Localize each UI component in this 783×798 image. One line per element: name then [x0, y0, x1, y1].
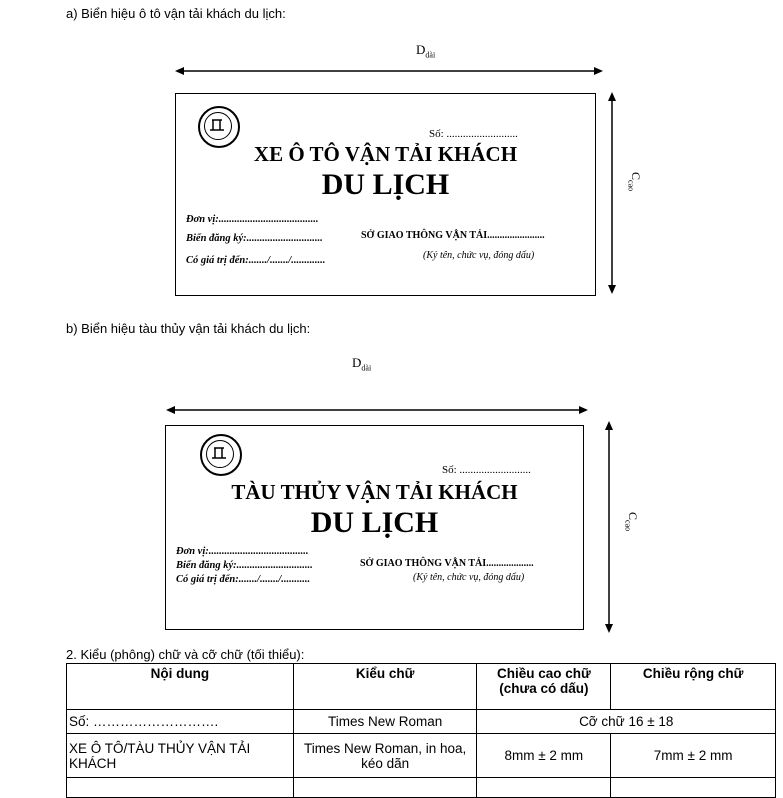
sign-b-so-gtvt: SỞ GIAO THÔNG VẬN TẢI...................	[360, 558, 534, 569]
sign-a-don-vi: Đơn vị:......................................	[186, 214, 319, 225]
cell-noi-dung: XE Ô TÔ/TÀU THỦY VẬN TẢI KHÁCH	[67, 734, 294, 778]
sign-a-du-lich: DU LỊCH	[321, 168, 450, 201]
sign-b-ky-ten: (Ký tên, chức vụ, đóng dấu)	[413, 572, 525, 583]
header-chieu-cao: Chiều cao chữ (chưa có dấu)	[477, 664, 611, 710]
caption-a: a) Biển hiệu ô tô vận tải khách du lịch:	[66, 6, 286, 21]
sign-a-so-gtvt: SỞ GIAO THÔNG VẬN TẢI.......................	[361, 230, 545, 241]
width-dimension-label-a	[416, 42, 435, 60]
width-arrow-a	[175, 64, 603, 78]
dim-sub: dài	[425, 50, 436, 60]
sign-a-co-gia-tri: Có giá trị đến:......./......./.............	[186, 255, 326, 266]
dim-main: D	[416, 42, 426, 57]
sign-b-boat	[165, 425, 584, 630]
sign-b-don-vi: Đơn vị:......................................	[176, 546, 309, 557]
caption-b: b) Biển hiệu tàu thủy vận tải khách du lịch:	[66, 321, 311, 336]
sign-b-so: Số: ..........................	[442, 464, 531, 476]
sign-b-bien-dang-ky: Biển đăng ký:.............................	[176, 560, 313, 571]
sign-a-title: XE Ô TÔ VẬN TẢI KHÁCH	[253, 142, 518, 166]
cell-co-chu: Cỡ chữ 16 ± 18	[477, 710, 776, 734]
sign-b-co-gia-tri: Có giá trị đến:......./......./...........	[176, 574, 311, 585]
height-dimension-label-b: $C_{cao}$	[623, 512, 640, 532]
sign-a-bus	[175, 93, 596, 296]
sign-a-ky-ten: (Ký tên, chức vụ, đóng dấu)	[423, 250, 535, 261]
sign-a-bien-dang-ky: Biển đăng ký:.............................	[186, 233, 323, 244]
sign-a-so: Số: ..........................	[429, 128, 518, 140]
cell-noi-dung: Số: ……………………….	[67, 710, 294, 734]
table-row	[67, 710, 776, 734]
width-arrow-b	[166, 403, 588, 417]
header-noi-dung: Nội dung	[67, 664, 294, 710]
sign-b-title: TÀU THỦY VẬN TẢI KHÁCH	[231, 480, 518, 504]
width-dimension-label-b: $D_{dài}$	[352, 355, 372, 373]
cell-chieu-rong: 7mm ± 2 mm	[611, 734, 776, 778]
sign-b-du-lich: DU LỊCH	[310, 506, 439, 539]
section-2-title: 2. Kiểu (phông) chữ và cỡ chữ (tối thiểu):	[66, 647, 305, 662]
cell-chieu-cao: 8mm ± 2 mm	[477, 734, 611, 778]
emblem-icon	[200, 434, 242, 476]
height-arrow-a	[605, 92, 619, 294]
font-spec-table	[66, 663, 776, 798]
height-dimension-label-a: $C_{cao}$	[626, 172, 643, 192]
table-header-row	[67, 664, 776, 710]
cell-kieu-chu: Times New Roman, in hoa, kéo dãn	[293, 734, 477, 778]
table-row	[67, 734, 776, 778]
cell-kieu-chu: Times New Roman	[293, 710, 477, 734]
header-chieu-rong: Chiều rộng chữ	[611, 664, 776, 710]
header-kieu-chu: Kiểu chữ	[293, 664, 477, 710]
height-arrow-b	[602, 421, 616, 633]
